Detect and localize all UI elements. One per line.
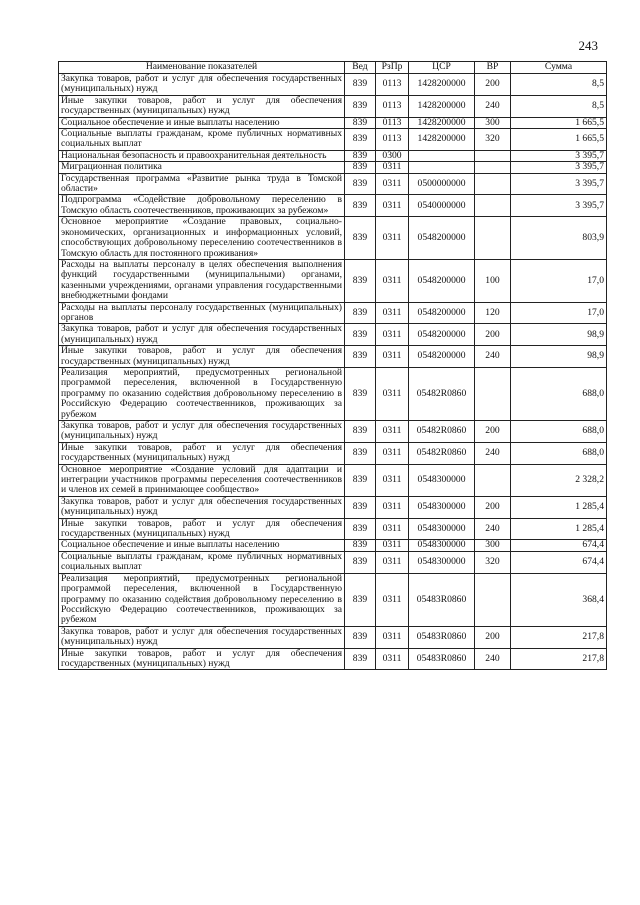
cell-rzpr: 0113 [376,95,409,117]
cell-csr: 0548200000 [409,346,475,368]
cell-name: Расходы на выплаты персоналу государственных (муниципальных) органов [59,302,345,324]
cell-rzpr: 0311 [376,626,409,648]
cell-name: Основное мероприятие «Создание условий для адаптации и интеграции участников программы переселения соотечественников и членов их семей в принимающее сообщество» [59,464,345,496]
cell-vr [475,162,511,173]
table-row [59,162,607,173]
cell-sum: 3 395,7 [511,195,607,217]
cell-vr: 320 [475,129,511,151]
cell-ved: 839 [345,464,376,496]
column-header-ved: Вед [345,62,376,74]
table-row [59,129,607,151]
cell-name: Закупка товаров, работ и услуг для обеспечения государственных (муниципальных) нужд [59,626,345,648]
cell-csr: 1428200000 [409,129,475,151]
cell-sum: 1 285,4 [511,496,607,518]
cell-rzpr: 0311 [376,346,409,368]
cell-ved: 839 [345,346,376,368]
table-row [59,324,607,346]
cell-name: Основное мероприятие «Создание правовых, социально-экономических, организационных и информационных условий, способствующих добровольному переселению соотечественников в Томскую область для постоянного проживания» [59,217,345,260]
cell-ved: 839 [345,551,376,573]
page-number: 243 [578,38,598,53]
cell-sum: 803,9 [511,217,607,260]
cell-csr: 0540000000 [409,195,475,217]
table-row [59,540,607,551]
cell-csr: 0548200000 [409,302,475,324]
cell-rzpr: 0311 [376,464,409,496]
cell-name: Закупка товаров, работ и услуг для обеспечения государственных (муниципальных) нужд [59,74,345,96]
cell-csr: 05483R0860 [409,626,475,648]
table-row [59,496,607,518]
cell-name: Национальная безопасность и правоохранительная деятельность [59,150,345,161]
cell-csr: 0548300000 [409,496,475,518]
table-header-row [59,62,607,74]
table-row [59,464,607,496]
cell-sum: 8,5 [511,95,607,117]
cell-rzpr: 0311 [376,442,409,464]
cell-name: Реализация мероприятий, предусмотренных региональной программой переселения, включенной в Государственную программу по оказанию содействия добровольному переселению в Российскую Федерацию соотечественников, проживающих за рубежом [59,573,345,626]
table-row [59,173,607,195]
cell-name: Подпрограмма «Содействие добровольному переселению в Томскую область соотечественников, проживающих за рубежом» [59,195,345,217]
cell-sum: 3 395,7 [511,162,607,173]
cell-sum: 368,4 [511,573,607,626]
cell-ved: 839 [345,195,376,217]
cell-name: Иные закупки товаров, работ и услуг для обеспечения государственных (муниципальных) нужд [59,442,345,464]
cell-csr: 1428200000 [409,117,475,128]
cell-sum: 98,9 [511,346,607,368]
table-row [59,573,607,626]
cell-vr: 240 [475,648,511,670]
cell-sum: 1 285,4 [511,518,607,540]
table-row [59,74,607,96]
cell-name: Иные закупки товаров, работ и услуг для обеспечения государственных (муниципальных) нужд [59,518,345,540]
cell-csr: 1428200000 [409,95,475,117]
column-header-vr: ВР [475,62,511,74]
cell-rzpr: 0113 [376,117,409,128]
cell-sum: 217,8 [511,648,607,670]
cell-rzpr: 0311 [376,259,409,302]
cell-sum: 688,0 [511,421,607,443]
cell-name: Иные закупки товаров, работ и услуг для обеспечения государственных (муниципальных) нужд [59,346,345,368]
table-row [59,259,607,302]
cell-sum: 674,4 [511,551,607,573]
cell-ved: 839 [345,129,376,151]
cell-name: Закупка товаров, работ и услуг для обеспечения государственных (муниципальных) нужд [59,496,345,518]
cell-vr: 320 [475,551,511,573]
cell-ved: 839 [345,496,376,518]
cell-name: Государственная программа «Развитие рынка труда в Томской области» [59,173,345,195]
cell-sum: 17,0 [511,302,607,324]
cell-ved: 839 [345,421,376,443]
cell-csr: 0548300000 [409,540,475,551]
cell-rzpr: 0311 [376,324,409,346]
budget-table [58,61,607,670]
table-body [59,74,607,670]
cell-vr: 240 [475,95,511,117]
cell-ved: 839 [345,117,376,128]
cell-vr [475,367,511,420]
cell-rzpr: 0311 [376,302,409,324]
cell-rzpr: 0311 [376,551,409,573]
cell-sum: 688,0 [511,442,607,464]
column-header-name: Наименование показателей [59,62,345,74]
cell-vr: 240 [475,442,511,464]
column-header-rzpr: РзПр [376,62,409,74]
cell-ved: 839 [345,162,376,173]
cell-name: Иные закупки товаров, работ и услуг для обеспечения государственных (муниципальных) нужд [59,95,345,117]
cell-rzpr: 0113 [376,74,409,96]
cell-ved: 839 [345,302,376,324]
table-row [59,421,607,443]
cell-sum: 98,9 [511,324,607,346]
table-row [59,648,607,670]
cell-ved: 839 [345,540,376,551]
cell-sum: 674,4 [511,540,607,551]
cell-vr: 200 [475,74,511,96]
cell-vr: 240 [475,346,511,368]
cell-csr: 0548200000 [409,259,475,302]
cell-csr [409,150,475,161]
table-row [59,117,607,128]
cell-ved: 839 [345,442,376,464]
cell-name: Социальное обеспечение и иные выплаты населению [59,540,345,551]
cell-csr: 05482R0860 [409,367,475,420]
cell-csr: 1428200000 [409,74,475,96]
cell-vr [475,195,511,217]
cell-rzpr: 0311 [376,421,409,443]
cell-csr: 0548200000 [409,217,475,260]
cell-vr: 240 [475,518,511,540]
table-row [59,302,607,324]
cell-csr: 0548300000 [409,518,475,540]
cell-csr: 0548300000 [409,551,475,573]
cell-name: Закупка товаров, работ и услуг для обеспечения государственных (муниципальных) нужд [59,324,345,346]
cell-name: Иные закупки товаров, работ и услуг для обеспечения государственных (муниципальных) нужд [59,648,345,670]
cell-csr: 0500000000 [409,173,475,195]
cell-vr: 200 [475,324,511,346]
cell-vr [475,464,511,496]
cell-name: Социальное обеспечение и иные выплаты населению [59,117,345,128]
cell-ved: 839 [345,95,376,117]
cell-vr: 100 [475,259,511,302]
cell-sum: 3 395,7 [511,150,607,161]
table-row [59,346,607,368]
cell-ved: 839 [345,217,376,260]
cell-vr [475,173,511,195]
cell-sum: 1 665,5 [511,117,607,128]
cell-csr: 05482R0860 [409,442,475,464]
cell-sum: 217,8 [511,626,607,648]
cell-sum: 3 395,7 [511,173,607,195]
cell-ved: 839 [345,573,376,626]
cell-csr: 0548300000 [409,464,475,496]
cell-ved: 839 [345,173,376,195]
cell-rzpr: 0311 [376,173,409,195]
cell-name: Реализация мероприятий, предусмотренных региональной программой переселения, включенной в Государственную программу по оказанию содействия добровольному переселению в Российскую Федерацию соотечественников, проживающих за рубежом [59,367,345,420]
cell-vr: 120 [475,302,511,324]
cell-ved: 839 [345,259,376,302]
cell-vr [475,150,511,161]
table-row [59,195,607,217]
cell-name: Социальные выплаты гражданам, кроме публичных нормативных социальных выплат [59,129,345,151]
cell-vr: 200 [475,421,511,443]
cell-rzpr: 0311 [376,496,409,518]
cell-csr: 05482R0860 [409,421,475,443]
table-row [59,95,607,117]
cell-ved: 839 [345,626,376,648]
cell-vr: 200 [475,626,511,648]
cell-rzpr: 0311 [376,367,409,420]
cell-vr: 300 [475,540,511,551]
table-row [59,367,607,420]
column-header-csr: ЦСР [409,62,475,74]
cell-name: Миграционная политика [59,162,345,173]
cell-csr [409,162,475,173]
cell-rzpr: 0311 [376,195,409,217]
cell-ved: 839 [345,74,376,96]
table-row [59,442,607,464]
cell-sum: 2 328,2 [511,464,607,496]
cell-name: Закупка товаров, работ и услуг для обеспечения государственных (муниципальных) нужд [59,421,345,443]
cell-name: Социальные выплаты гражданам, кроме публичных нормативных социальных выплат [59,551,345,573]
cell-sum: 1 665,5 [511,129,607,151]
cell-sum: 688,0 [511,367,607,420]
cell-ved: 839 [345,648,376,670]
column-header-sum: Сумма [511,62,607,74]
table-row [59,551,607,573]
cell-ved: 839 [345,150,376,161]
cell-name: Расходы на выплаты персоналу в целях обеспечения выполнения функций государственными (муниципальными) органами, казенными учреждениями, органами управления государственными внебюджетными фондами [59,259,345,302]
cell-ved: 839 [345,367,376,420]
cell-rzpr: 0311 [376,518,409,540]
cell-rzpr: 0311 [376,162,409,173]
table-row [59,217,607,260]
cell-sum: 8,5 [511,74,607,96]
table-row [59,518,607,540]
cell-vr [475,217,511,260]
cell-rzpr: 0311 [376,540,409,551]
cell-vr: 300 [475,117,511,128]
cell-csr: 05483R0860 [409,648,475,670]
cell-rzpr: 0113 [376,129,409,151]
cell-csr: 05483R0860 [409,573,475,626]
table-row [59,150,607,161]
cell-rzpr: 0311 [376,217,409,260]
cell-vr [475,573,511,626]
table-row [59,626,607,648]
cell-vr: 200 [475,496,511,518]
cell-sum: 17,0 [511,259,607,302]
cell-rzpr: 0311 [376,573,409,626]
cell-rzpr: 0311 [376,648,409,670]
cell-ved: 839 [345,324,376,346]
cell-ved: 839 [345,518,376,540]
cell-csr: 0548200000 [409,324,475,346]
cell-rzpr: 0300 [376,150,409,161]
